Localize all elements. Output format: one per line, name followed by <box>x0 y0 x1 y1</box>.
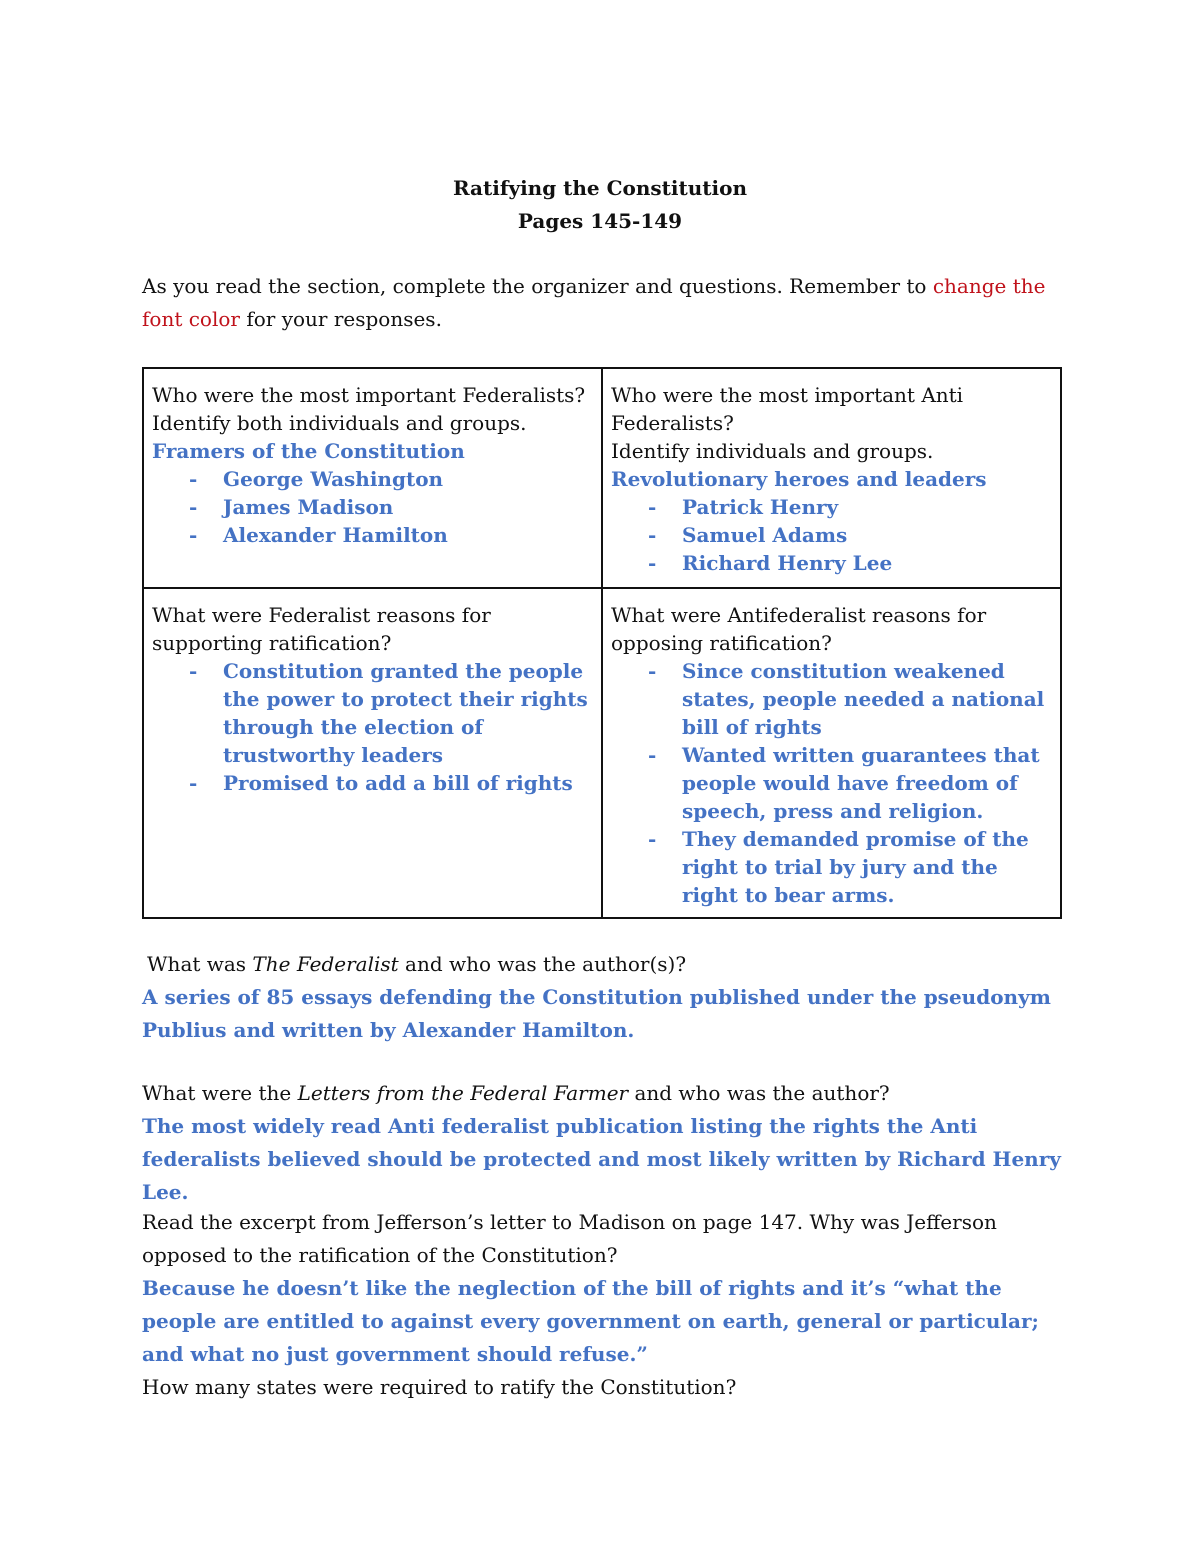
graphic-organizer-table <box>142 367 1062 919</box>
answer-text: A series of 85 essays defending the Constitution published under the pseudonym Publius and written by Alexander Hamilton. <box>142 985 1051 1042</box>
antifederalist-reasons-question: What were Antifederalist reasons for opposing ratification? <box>611 603 987 655</box>
list-item: - Patrick Henry <box>682 493 1052 521</box>
instructions <box>142 270 1052 336</box>
question-text <box>142 948 1062 981</box>
question-text-part: What were the <box>142 1081 298 1105</box>
instructions-text-end: for your responses. <box>239 307 442 331</box>
antifederalists-group-answer: Revolutionary heroes and leaders <box>611 467 987 491</box>
instructions-highlight: change the font color <box>142 274 1046 331</box>
page-title: Ratifying the Constitution <box>452 176 748 200</box>
list-item: - Since constitution weakened states, people needed a national bill of rights <box>682 657 1052 741</box>
question-title-italic: The Federalist <box>252 952 399 976</box>
question-text-part: and who was the author? <box>628 1081 890 1105</box>
question-text: Read the excerpt from Jefferson’s letter to Madison on page 147. Why was Jefferson opposed to the ratification of the Constitution? <box>142 1210 997 1267</box>
title-block <box>0 172 1200 238</box>
list-item: - Alexander Hamilton <box>223 521 593 549</box>
page-range: Pages 145-149 <box>517 209 683 233</box>
question-federalist <box>142 948 1062 1047</box>
organizer-row-people <box>143 368 1061 588</box>
antifederalists-list <box>611 493 1052 577</box>
list-item: - Samuel Adams <box>682 521 1052 549</box>
instructions-text: As you read the section, complete the organizer and questions. Remember to <box>142 274 933 298</box>
question-title-italic: Letters from the Federal Farmer <box>297 1081 629 1105</box>
question-text-part: What was <box>147 952 253 976</box>
question-jefferson <box>142 1206 1062 1404</box>
list-item: - Constitution granted the people the power to protect their rights through the election of trustworthy leaders <box>223 657 593 769</box>
question-federal-farmer <box>142 1077 1062 1209</box>
question-states-required: How many states were required to ratify the Constitution? <box>142 1375 737 1399</box>
federalists-group-answer: Framers of the Constitution <box>152 439 465 463</box>
question-text-part: and who was the author(s)? <box>398 952 687 976</box>
antifederalists-instruction: Identify individuals and groups. <box>611 439 934 463</box>
list-item: - James Madison <box>223 493 593 521</box>
answer-text: Because he doesn’t like the neglection of the bill of rights and it’s “what the people are entitled to against every government on earth, general or particular; and what no just government should refuse.” <box>142 1276 1039 1366</box>
list-item: - Wanted written guarantees that people would have freedom of speech, press and religion. <box>682 741 1052 825</box>
cell-antifederalists <box>602 368 1061 588</box>
list-item: - Richard Henry Lee <box>682 549 1052 577</box>
answer-text: The most widely read Anti federalist publication listing the rights the Anti federalists believed should be protected and most likely written by Richard Henry Lee. <box>142 1114 1061 1204</box>
list-item: - Promised to add a bill of rights <box>223 769 593 797</box>
federalists-instruction: Identify both individuals and groups. <box>152 411 527 435</box>
antifederalists-question: Who were the most important Anti Federalists? <box>611 383 964 435</box>
organizer-row-reasons <box>143 588 1061 918</box>
federalist-reasons-list <box>152 657 593 797</box>
list-item: - They demanded promise of the right to trial by jury and the right to bear arms. <box>682 825 1052 909</box>
cell-federalist-reasons <box>143 588 602 918</box>
antifederalist-reasons-list <box>611 657 1052 909</box>
question-text <box>142 1077 1062 1110</box>
federalists-list <box>152 465 593 549</box>
federalist-reasons-question: What were Federalist reasons for supporting ratification? <box>152 603 491 655</box>
list-item: - George Washington <box>223 465 593 493</box>
cell-antifederalist-reasons <box>602 588 1061 918</box>
cell-federalists <box>143 368 602 588</box>
federalists-question: Who were the most important Federalists? <box>152 383 586 407</box>
